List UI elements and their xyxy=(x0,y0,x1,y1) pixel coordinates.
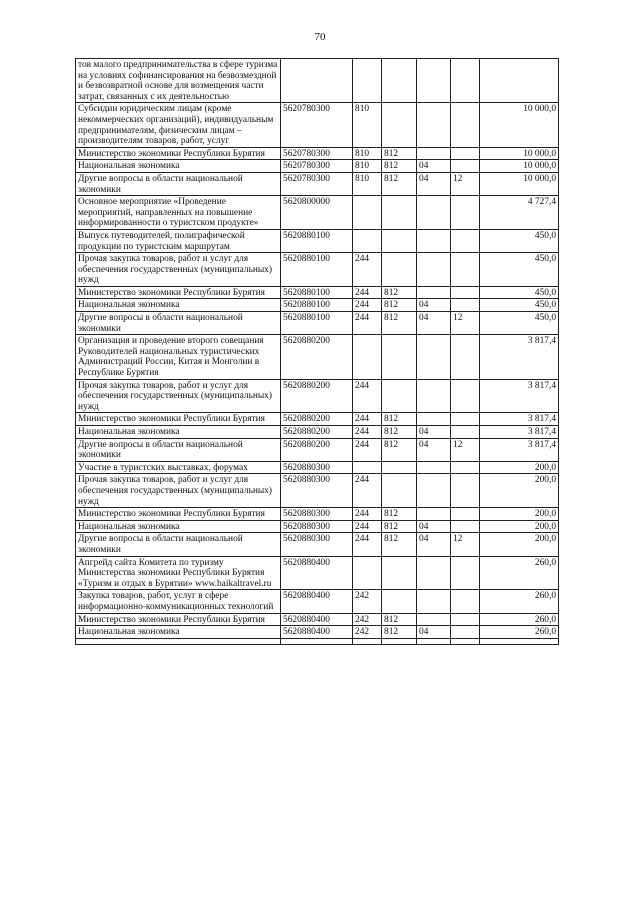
row-sum-cell: 450,0 xyxy=(480,299,559,312)
row-grbs-cell xyxy=(382,379,417,413)
row-csr-cell: 5620880300 xyxy=(281,533,353,556)
row-csr-cell: 5620780300 xyxy=(281,172,353,195)
table-row xyxy=(76,103,559,147)
row-vr-cell: 244 xyxy=(353,533,382,556)
row-rz-cell: 04 xyxy=(417,520,451,533)
table-row xyxy=(76,438,559,461)
row-vr-cell: 244 xyxy=(353,438,382,461)
row-sum-cell: 3 817,4 xyxy=(480,379,559,413)
table-row xyxy=(76,626,559,639)
row-sum-cell: 3 817,4 xyxy=(480,426,559,439)
row-grbs-cell: 812 xyxy=(382,312,417,335)
table-row xyxy=(76,590,559,613)
empty-cell xyxy=(76,638,281,644)
row-grbs-cell xyxy=(382,253,417,287)
row-pr-cell xyxy=(451,508,480,521)
row-name-cell: Другие вопросы в области национальной экономики xyxy=(76,438,281,461)
row-pr-cell xyxy=(451,286,480,299)
row-rz-cell xyxy=(417,286,451,299)
row-sum-cell: 3 817,4 xyxy=(480,335,559,379)
row-rz-cell xyxy=(417,103,451,147)
row-csr-cell: 5620880100 xyxy=(281,253,353,287)
table-row xyxy=(76,474,559,508)
row-vr-cell: 244 xyxy=(353,299,382,312)
row-rz-cell xyxy=(417,229,451,252)
row-grbs-cell: 812 xyxy=(382,426,417,439)
row-pr-cell: 12 xyxy=(451,438,480,461)
row-sum-cell: 200,0 xyxy=(480,508,559,521)
row-vr-cell: 242 xyxy=(353,613,382,626)
row-name-cell: Основное мероприятие «Проведение мероприятий, направленных на повышение информированности о туристском продукте» xyxy=(76,196,281,230)
row-pr-cell: 12 xyxy=(451,172,480,195)
row-vr-cell: 244 xyxy=(353,474,382,508)
row-csr-cell: 5620880400 xyxy=(281,626,353,639)
row-name-cell: Министерство экономики Республики Бурятия xyxy=(76,147,281,160)
row-csr-cell: 5620880100 xyxy=(281,299,353,312)
row-pr-cell xyxy=(451,253,480,287)
empty-cell xyxy=(451,638,480,644)
row-rz-cell: 04 xyxy=(417,312,451,335)
row-csr-cell: 5620880200 xyxy=(281,426,353,439)
row-vr-cell: 244 xyxy=(353,413,382,426)
row-sum-cell: 260,0 xyxy=(480,556,559,590)
row-rz-cell xyxy=(417,613,451,626)
row-csr-cell: 5620880300 xyxy=(281,474,353,508)
row-vr-cell: 244 xyxy=(353,520,382,533)
row-csr-cell: 5620880100 xyxy=(281,286,353,299)
row-rz-cell: 04 xyxy=(417,299,451,312)
row-vr-cell xyxy=(353,229,382,252)
row-name-cell: Выпуск путеводителей, полиграфической продукции по туристским маршрутам xyxy=(76,229,281,252)
row-vr-cell: 244 xyxy=(353,426,382,439)
row-grbs-cell: 812 xyxy=(382,286,417,299)
table-row xyxy=(76,508,559,521)
row-name-cell: Национальная экономика xyxy=(76,160,281,173)
row-sum-cell: 3 817,4 xyxy=(480,438,559,461)
row-name-cell: Прочая закупка товаров, работ и услуг для обеспечения государственных (муниципальных) нужд xyxy=(76,253,281,287)
table-row xyxy=(76,299,559,312)
row-rz-cell xyxy=(417,508,451,521)
table-row xyxy=(76,520,559,533)
row-sum-cell xyxy=(480,59,559,103)
empty-cell xyxy=(417,638,451,644)
row-rz-cell: 04 xyxy=(417,533,451,556)
row-sum-cell: 260,0 xyxy=(480,590,559,613)
row-grbs-cell: 812 xyxy=(382,626,417,639)
row-vr-cell xyxy=(353,556,382,590)
row-sum-cell: 260,0 xyxy=(480,626,559,639)
row-pr-cell xyxy=(451,59,480,103)
row-name-cell: Министерство экономики Республики Бурятия xyxy=(76,508,281,521)
row-rz-cell: 04 xyxy=(417,172,451,195)
row-name-cell: Министерство экономики Республики Бурятия xyxy=(76,613,281,626)
page-number: 70 xyxy=(314,31,326,43)
row-pr-cell: 12 xyxy=(451,533,480,556)
row-name-cell: Апгрейд сайта Комитета по туризму Министерства экономики Республики Бурятия «Туризм и отдых в Бурятии» www.baikaltravel.ru xyxy=(76,556,281,590)
row-name-cell: Другие вопросы в области национальной экономики xyxy=(76,312,281,335)
row-vr-cell: 810 xyxy=(353,172,382,195)
row-grbs-cell xyxy=(382,556,417,590)
row-grbs-cell: 812 xyxy=(382,413,417,426)
row-pr-cell xyxy=(451,103,480,147)
table-row xyxy=(76,335,559,379)
table-row xyxy=(76,556,559,590)
row-vr-cell: 810 xyxy=(353,147,382,160)
empty-cell xyxy=(382,638,417,644)
table-row xyxy=(76,160,559,173)
row-pr-cell xyxy=(451,335,480,379)
row-vr-cell xyxy=(353,461,382,474)
row-vr-cell: 242 xyxy=(353,590,382,613)
row-pr-cell xyxy=(451,229,480,252)
row-sum-cell: 10 000,0 xyxy=(480,147,559,160)
budget-table xyxy=(75,58,559,645)
budget-table-body xyxy=(76,59,559,645)
table-row xyxy=(76,613,559,626)
row-csr-cell: 5620880100 xyxy=(281,229,353,252)
row-name-cell: Прочая закупка товаров, работ и услуг для обеспечения государственных (муниципальных) нужд xyxy=(76,474,281,508)
row-vr-cell: 244 xyxy=(353,379,382,413)
row-name-cell: Организация и проведение второго совещания Руководителей национальных туристических Администраций России, Китая и Монголии в Республике Бурятия xyxy=(76,335,281,379)
row-name-cell: Национальная экономика xyxy=(76,520,281,533)
row-grbs-cell: 812 xyxy=(382,508,417,521)
row-sum-cell: 200,0 xyxy=(480,520,559,533)
table-row xyxy=(76,413,559,426)
row-sum-cell: 10 000,0 xyxy=(480,172,559,195)
row-name-cell: Прочая закупка товаров, работ и услуг для обеспечения государственных (муниципальных) нужд xyxy=(76,379,281,413)
row-sum-cell: 4 727,4 xyxy=(480,196,559,230)
row-rz-cell xyxy=(417,556,451,590)
row-sum-cell: 200,0 xyxy=(480,474,559,508)
row-pr-cell xyxy=(451,426,480,439)
row-vr-cell: 810 xyxy=(353,160,382,173)
row-sum-cell: 450,0 xyxy=(480,286,559,299)
row-name-cell: Национальная экономика xyxy=(76,299,281,312)
row-pr-cell xyxy=(451,461,480,474)
empty-cell xyxy=(353,638,382,644)
row-pr-cell xyxy=(451,613,480,626)
table-row xyxy=(76,312,559,335)
row-name-cell: Закупка товаров, работ, услуг в сфере информационно-коммуникационных технологий xyxy=(76,590,281,613)
table-row xyxy=(76,426,559,439)
row-vr-cell: 244 xyxy=(353,508,382,521)
row-csr-cell: 5620780300 xyxy=(281,103,353,147)
row-name-cell: Министерство экономики Республики Бурятия xyxy=(76,286,281,299)
row-pr-cell xyxy=(451,520,480,533)
table-row xyxy=(76,196,559,230)
table-row xyxy=(76,286,559,299)
table-row xyxy=(76,461,559,474)
row-name-cell: Участие в туристских выставках, форумах xyxy=(76,461,281,474)
row-grbs-cell: 812 xyxy=(382,613,417,626)
row-vr-cell: 244 xyxy=(353,312,382,335)
row-sum-cell: 450,0 xyxy=(480,229,559,252)
row-rz-cell: 04 xyxy=(417,426,451,439)
row-pr-cell xyxy=(451,160,480,173)
row-grbs-cell xyxy=(382,335,417,379)
row-name-cell: Другие вопросы в области национальной экономики xyxy=(76,172,281,195)
row-pr-cell xyxy=(451,299,480,312)
row-sum-cell: 10 000,0 xyxy=(480,103,559,147)
row-grbs-cell xyxy=(382,461,417,474)
row-vr-cell xyxy=(353,196,382,230)
row-rz-cell xyxy=(417,335,451,379)
row-rz-cell: 04 xyxy=(417,438,451,461)
row-vr-cell: 242 xyxy=(353,626,382,639)
row-csr-cell xyxy=(281,59,353,103)
row-name-cell: Министерство экономики Республики Бурятия xyxy=(76,413,281,426)
row-grbs-cell xyxy=(382,590,417,613)
row-pr-cell xyxy=(451,474,480,508)
row-vr-cell: 244 xyxy=(353,253,382,287)
row-name-cell: Национальная экономика xyxy=(76,426,281,439)
row-pr-cell xyxy=(451,626,480,639)
table-row xyxy=(76,172,559,195)
row-csr-cell: 5620880200 xyxy=(281,335,353,379)
row-rz-cell xyxy=(417,59,451,103)
row-vr-cell xyxy=(353,335,382,379)
row-rz-cell xyxy=(417,253,451,287)
row-grbs-cell xyxy=(382,103,417,147)
row-grbs-cell: 812 xyxy=(382,533,417,556)
table-row xyxy=(76,59,559,103)
row-sum-cell: 200,0 xyxy=(480,533,559,556)
row-pr-cell xyxy=(451,196,480,230)
row-pr-cell xyxy=(451,590,480,613)
row-csr-cell: 5620880400 xyxy=(281,613,353,626)
row-sum-cell: 200,0 xyxy=(480,461,559,474)
row-pr-cell xyxy=(451,147,480,160)
row-csr-cell: 5620880300 xyxy=(281,520,353,533)
row-csr-cell: 5620780300 xyxy=(281,160,353,173)
row-rz-cell xyxy=(417,379,451,413)
row-csr-cell: 5620880200 xyxy=(281,379,353,413)
row-grbs-cell xyxy=(382,196,417,230)
row-grbs-cell: 812 xyxy=(382,172,417,195)
row-pr-cell xyxy=(451,413,480,426)
row-rz-cell xyxy=(417,413,451,426)
row-grbs-cell xyxy=(382,59,417,103)
row-name-cell: Национальная экономика xyxy=(76,626,281,639)
table-row-empty xyxy=(76,638,559,644)
row-csr-cell: 5620880300 xyxy=(281,508,353,521)
empty-cell xyxy=(281,638,353,644)
row-name-cell: тов малого предпринимательства в сфере туризма на условиях софинансирования на безвозмездной и безвозвратной основе для возмещения части затрат, связанных с их деятельностью xyxy=(76,59,281,103)
row-grbs-cell: 812 xyxy=(382,520,417,533)
row-rz-cell xyxy=(417,147,451,160)
row-csr-cell: 5620880200 xyxy=(281,413,353,426)
row-name-cell: Субсидии юридическим лицам (кроме некоммерческих организаций), индивидуальным предпринимателям, физическим лицам – производителям товаров, работ, услуг xyxy=(76,103,281,147)
row-grbs-cell xyxy=(382,474,417,508)
row-pr-cell xyxy=(451,379,480,413)
table-row xyxy=(76,533,559,556)
row-rz-cell xyxy=(417,196,451,230)
row-pr-cell: 12 xyxy=(451,312,480,335)
row-grbs-cell: 812 xyxy=(382,147,417,160)
row-csr-cell: 5620880100 xyxy=(281,312,353,335)
row-vr-cell: 810 xyxy=(353,103,382,147)
row-csr-cell: 5620880200 xyxy=(281,438,353,461)
table-row xyxy=(76,253,559,287)
table-row xyxy=(76,379,559,413)
row-csr-cell: 5620880300 xyxy=(281,461,353,474)
row-rz-cell xyxy=(417,474,451,508)
row-csr-cell: 5620880400 xyxy=(281,590,353,613)
row-rz-cell xyxy=(417,590,451,613)
row-grbs-cell: 812 xyxy=(382,160,417,173)
row-vr-cell: 244 xyxy=(353,286,382,299)
row-sum-cell: 10 000,0 xyxy=(480,160,559,173)
row-sum-cell: 450,0 xyxy=(480,253,559,287)
row-vr-cell xyxy=(353,59,382,103)
row-rz-cell: 04 xyxy=(417,160,451,173)
row-sum-cell: 260,0 xyxy=(480,613,559,626)
row-csr-cell: 5620880400 xyxy=(281,556,353,590)
row-grbs-cell: 812 xyxy=(382,299,417,312)
table-row xyxy=(76,229,559,252)
row-grbs-cell: 812 xyxy=(382,438,417,461)
row-name-cell: Другие вопросы в области национальной экономики xyxy=(76,533,281,556)
row-csr-cell: 5620780300 xyxy=(281,147,353,160)
row-csr-cell: 5620800000 xyxy=(281,196,353,230)
row-pr-cell xyxy=(451,556,480,590)
empty-cell xyxy=(480,638,559,644)
row-rz-cell xyxy=(417,461,451,474)
row-rz-cell: 04 xyxy=(417,626,451,639)
table-row xyxy=(76,147,559,160)
row-sum-cell: 450,0 xyxy=(480,312,559,335)
row-sum-cell: 3 817,4 xyxy=(480,413,559,426)
row-grbs-cell xyxy=(382,229,417,252)
